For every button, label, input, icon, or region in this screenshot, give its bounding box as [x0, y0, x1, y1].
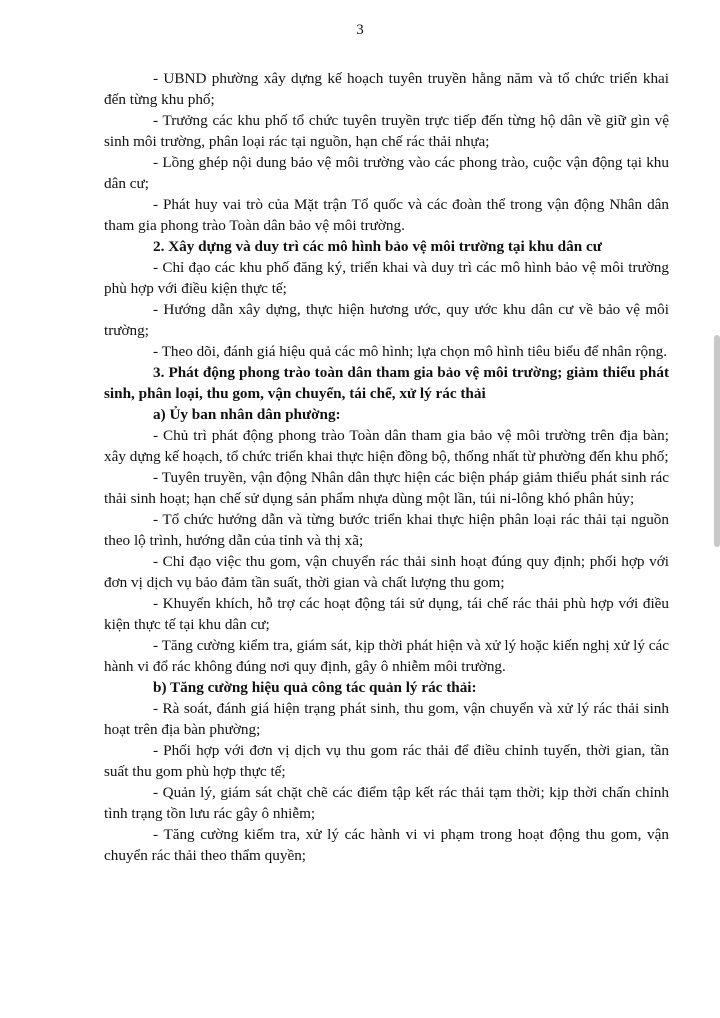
paragraph: - Phối hợp với đơn vị dịch vụ thu gom rác thải để điều chỉnh tuyến, thời gian, tần suất thu gom phù hợp thực tế;: [104, 742, 669, 780]
subsection-heading: b) Tăng cường hiệu quả công tác quản lý rác thải:: [153, 679, 477, 696]
paragraph: - Phát huy vai trò của Mặt trận Tổ quốc và các đoàn thể trong vận động Nhân dân tham gia phong trào Toàn dân bảo vệ môi trường.: [104, 196, 669, 234]
paragraph: - Tổ chức hướng dẫn và từng bước triển khai thực hiện phân loại rác thải tại nguồn theo lộ trình, hướng dẫn của tỉnh và thị xã;: [104, 511, 669, 549]
paragraph: - Theo dõi, đánh giá hiệu quả các mô hình; lựa chọn mô hình tiêu biểu để nhân rộng.: [153, 343, 668, 360]
paragraph: - Rà soát, đánh giá hiện trạng phát sinh, thu gom, vận chuyển và xử lý rác thải sinh hoạt trên địa bàn phường;: [104, 700, 669, 738]
section-heading: 2. Xây dựng và duy trì các mô hình bảo vệ môi trường tại khu dân cư: [153, 238, 602, 255]
paragraph: - Tăng cường kiểm tra, xử lý các hành vi vi phạm trong hoạt động thu gom, vận chuyển rác thải theo thẩm quyền;: [104, 826, 669, 864]
paragraph: - Tăng cường kiểm tra, giám sát, kịp thời phát hiện và xử lý hoặc kiến nghị xử lý các hành vi đổ rác không đúng nơi quy định, gây ô nhiễm môi trường.: [104, 637, 669, 675]
paragraph: - Chỉ đạo việc thu gom, vận chuyển rác thải sinh hoạt đúng quy định; phối hợp với đơn vị dịch vụ bảo đảm tần suất, thời gian và chất lượng thu gom;: [104, 553, 669, 591]
document-body: [104, 68, 669, 866]
paragraph: - Chủ trì phát động phong trào Toàn dân tham gia bảo vệ môi trường trên địa bàn; xây dựng kế hoạch, tổ chức triển khai thực hiện đồng bộ, thống nhất từ phường đến khu phố;: [104, 427, 669, 465]
paragraph: - Lồng ghép nội dung bảo vệ môi trường vào các phong trào, cuộc vận động tại khu dân cư;: [104, 154, 669, 192]
paragraph: - Trưởng các khu phố tổ chức tuyên truyền trực tiếp đến từng hộ dân về giữ gìn vệ sinh môi trường, phân loại rác tại nguồn, hạn chế rác thải nhựa;: [104, 112, 669, 150]
paragraph: - Chỉ đạo các khu phố đăng ký, triển khai và duy trì các mô hình bảo vệ môi trường phù hợp với điều kiện thực tế;: [104, 259, 669, 297]
page-number: 3: [356, 22, 364, 38]
paragraph: - Khuyến khích, hỗ trợ các hoạt động tái sử dụng, tái chế rác thải phù hợp với điều kiện thực tế tại khu dân cư;: [104, 595, 669, 633]
vertical-scrollbar[interactable]: [714, 335, 720, 547]
paragraph: - Tuyên truyền, vận động Nhân dân thực hiện các biện pháp giảm thiểu phát sinh rác thải sinh hoạt; hạn chế sử dụng sản phẩm nhựa dùng một lần, túi ni-lông khó phân hủy;: [104, 469, 669, 507]
section-heading: 3. Phát động phong trào toàn dân tham gia bảo vệ môi trường; giảm thiểu phát sinh, phân loại, thu gom, vận chuyển, tái chế, xử lý rác thải: [104, 364, 669, 402]
subsection-heading: a) Ủy ban nhân dân phường:: [153, 406, 341, 423]
paragraph: - Hướng dẫn xây dựng, thực hiện hương ước, quy ước khu dân cư về bảo vệ môi trường;: [104, 301, 669, 339]
paragraph: - Quản lý, giám sát chặt chẽ các điểm tập kết rác thải tạm thời; kịp thời chấn chỉnh tình trạng tồn lưu rác gây ô nhiễm;: [104, 784, 669, 822]
paragraph: - UBND phường xây dựng kế hoạch tuyên truyền hằng năm và tổ chức triển khai đến từng khu phố;: [104, 70, 669, 108]
